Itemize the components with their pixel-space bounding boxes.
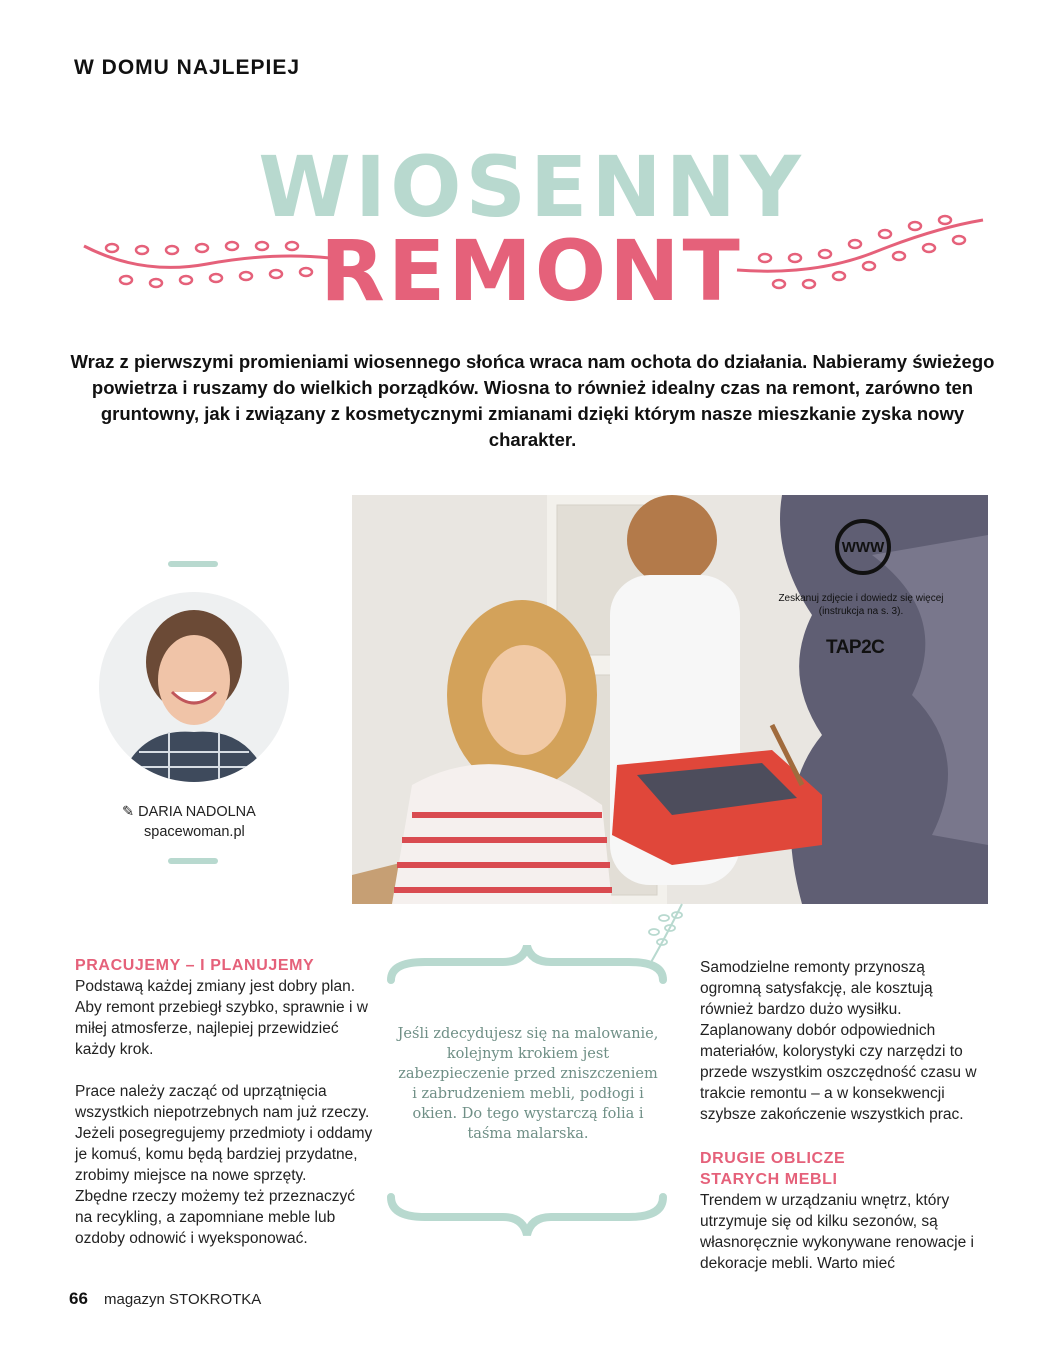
divider-top	[168, 561, 218, 567]
author-site[interactable]: spacewoman.pl	[144, 824, 245, 840]
divider-bottom	[168, 858, 218, 864]
left-paragraph-2: Prace należy zacząć od uprzątnięcia wszystkich niepotrzebnych nam już rzeczy. Jeżeli posegregujemy przedmioty i oddamy je komuś, komu będą bardziej przydatne, zrobimy miejsce na nowe sprzęty.	[75, 1083, 373, 1184]
scan-note-line-2: (instrukcja na s. 3).	[818, 606, 904, 617]
main-photo	[352, 495, 988, 904]
scan-note-line-1: Zeskanuj zdjęcie i dowiedz się więcej	[778, 593, 944, 604]
quote-brace-top	[385, 940, 670, 1000]
right-vine-ornament	[735, 212, 985, 297]
left-paragraph-3: Zbędne rzeczy możemy też przeznaczyć na recykling, a zapomniane meble lub ozdoby odnowić i wyeksponować.	[75, 1188, 355, 1247]
pen-icon: ✎	[122, 804, 135, 820]
author-avatar	[99, 592, 289, 782]
magazine-brand: STOKROTKA	[169, 1291, 262, 1308]
right-column	[700, 957, 990, 1274]
left-vine-ornament	[82, 228, 332, 298]
pull-quote: Jeśli zdecydujesz się na malowanie, kolejnym krokiem jest zabezpieczenie przed zniszczeniem i zabrudzeniem mebli, podłogi i okien. Do tego wystarczą folia i taśma malarska.	[397, 1026, 659, 1142]
author-name	[122, 804, 256, 820]
right-heading-line-2: STARYCH MEBLI	[700, 1171, 838, 1188]
section-title: W DOMU NAJLEPIEJ	[74, 56, 301, 79]
right-paragraph-1: Samodzielne remonty przynoszą ogromną satysfakcję, ale kosztują również bardzo dużo wysiłku. Zaplanowany dobór odpowiednich materiałów, kolorystyki czy narzędzi to przede wszystkim oszczędność czasu w trakcie remontu – a w konsekwencji szybsze zakończenie wszystkich prac.	[700, 959, 977, 1123]
right-paragraph-2: Trendem w urządzaniu wnętrz, który utrzymuje się od kilku sezonów, są własnoręcznie wykonywane renowacje i dekoracje mebli. Warto mieć	[700, 1192, 974, 1272]
author-name-text: DARIA NADOLNA	[138, 804, 256, 820]
sprig-icon	[640, 898, 690, 968]
magazine-name	[104, 1291, 261, 1308]
left-heading: PRACUJEMY – I PLANUJEMY	[75, 957, 315, 974]
page-number: 66	[69, 1289, 88, 1308]
scan-note	[766, 592, 956, 618]
right-heading-line-1: DRUGIE OBLICZE	[700, 1150, 846, 1167]
title-line-1: WIOSENNY	[258, 138, 805, 236]
quote-brace-bottom	[385, 1185, 670, 1245]
www-badge[interactable]: WWW	[835, 519, 891, 575]
tap2c-logo: TAP2C	[826, 637, 885, 658]
lead-paragraph: Wraz z pierwszymi promieniami wiosennego słońca wraca nam ochota do działania. Nabieramy świeżego powietrza i ruszamy do wielkich porządków. Wiosna to również idealny czas na remont, zarówno ten gruntowny, jak i związany z kosmetycznymi zmianami dzięki którym nasze mieszkanie zyska nowy charakter.	[70, 351, 995, 450]
left-column	[75, 955, 375, 1249]
title-line-2: REMONT	[320, 222, 743, 320]
left-paragraph-1: Podstawą każdej zmiany jest dobry plan. Aby remont przebiegł szybko, sprawnie i w miłej atmosferze, najlepiej przewidzieć każdy krok.	[75, 978, 368, 1058]
magazine-label: magazyn	[104, 1291, 165, 1308]
